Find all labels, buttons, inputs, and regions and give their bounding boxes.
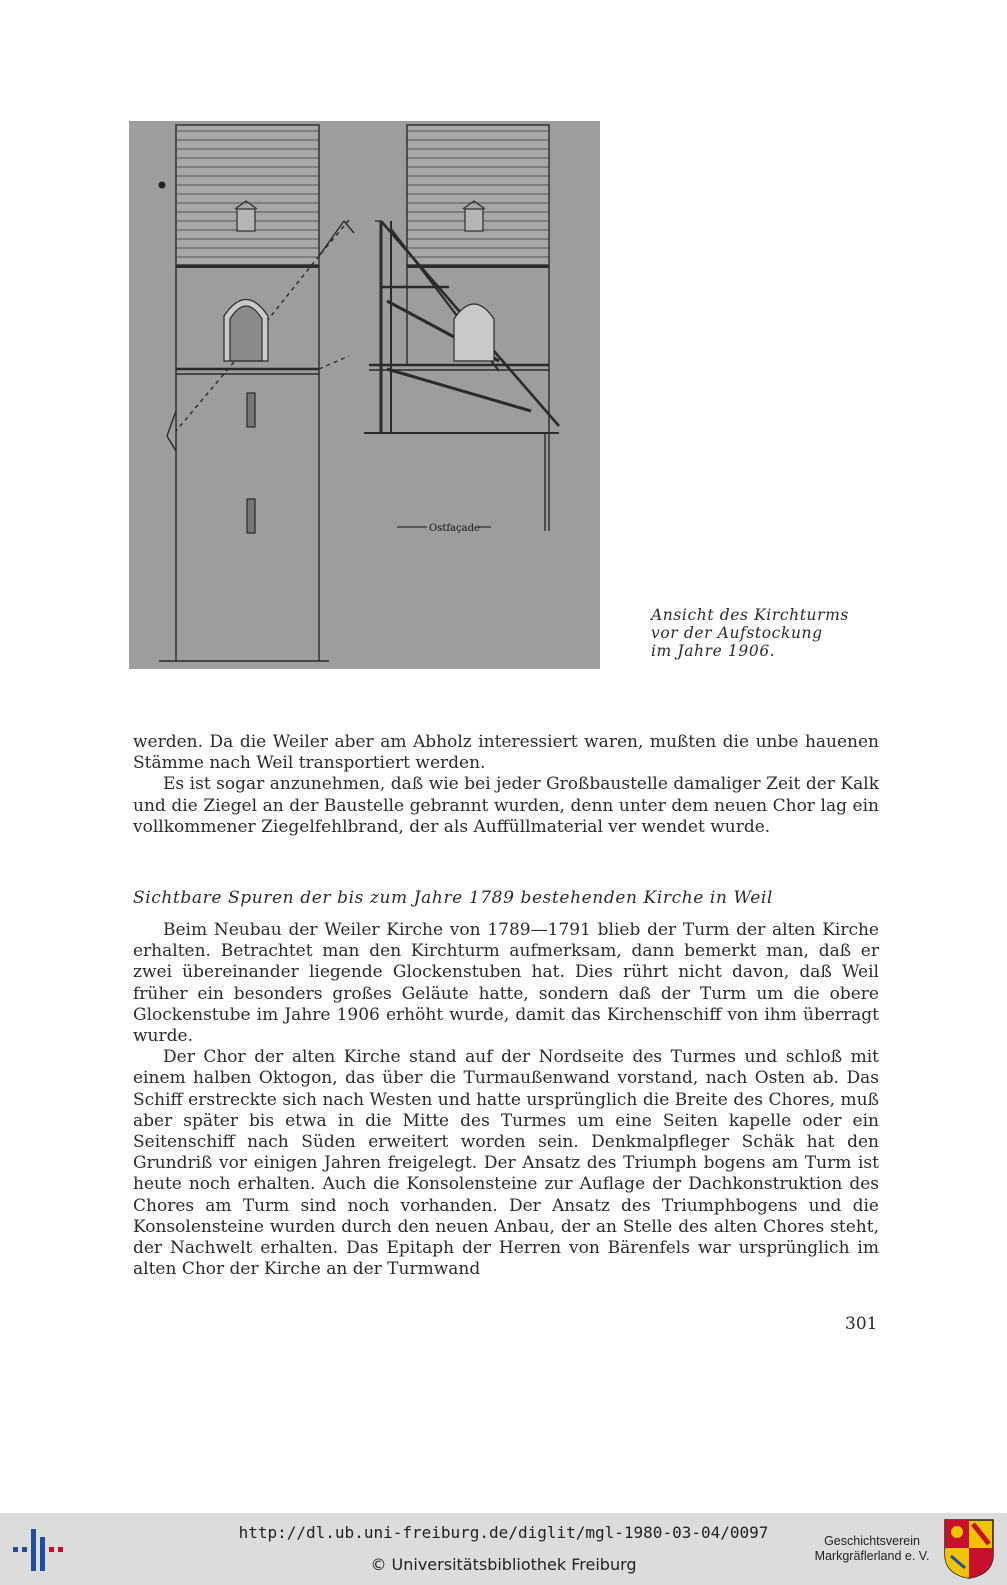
society-line: Markgräflerland e. V. xyxy=(814,1549,930,1563)
markgraeflerland-crest-icon xyxy=(943,1518,995,1580)
text-line: daß Weil früher ein besonders großes Geläute hatte, sondern daß der Turm um xyxy=(133,962,879,1004)
body-text-top xyxy=(133,732,879,838)
text-line: Es ist sogar anzunehmen, daß wie bei jeder Großbaustelle damaliger Zeit xyxy=(163,774,806,795)
drawing-label: Ostfaçade xyxy=(429,523,480,534)
text-line: der Kalk und die Ziegel an der Baustelle gebrannt wurden, denn unter dem xyxy=(133,774,880,816)
copyright-notice: © Universitätsbibliothek Freiburg xyxy=(370,1555,637,1574)
text-line: werden. Da die Weiler aber am Abholz interessiert waren, mußten die unbe xyxy=(133,732,799,752)
text-line: hauenen Stämme nach Weil transportiert werden. xyxy=(133,732,880,774)
paragraph xyxy=(133,732,879,774)
text-line: mit einem halben Oktogon, das über die Turmaußenwand vorstand, nach Osten xyxy=(133,1047,879,1089)
text-line: Chores, muß aber später bis etwa in die Mitte des Turmes um eine Seiten xyxy=(133,1089,879,1131)
text-line: Kirche erhalten. Betrachtet man den Kirchturm aufmerksam, dann bemerkt man, xyxy=(133,920,879,962)
text-line: bogens am Turm ist heute noch erhalten. Auch die Konsolensteine zur Auflage xyxy=(133,1153,879,1195)
page-number: 301 xyxy=(845,1314,878,1334)
society-line: Geschichtsverein xyxy=(824,1534,920,1548)
text-line: von Bärenfels war ursprünglich im alten Chor der Kirche an der Turmwand xyxy=(133,1238,879,1280)
caption-line: im Jahre 1906. xyxy=(651,642,776,660)
text-line: ab. Das Schiff erstreckte sich nach Westen und hatte ursprünglich die Breite des xyxy=(133,1068,879,1110)
caption-line: vor der Aufstockung xyxy=(651,624,823,642)
text-line: des Triumphbogens und die Konsolensteine wurden durch den neuen Anbau, der xyxy=(133,1195,879,1237)
text-line: Beim Neubau der Weiler Kirche von 1789—1791 blieb der Turm der alten xyxy=(163,920,823,940)
figure-caption xyxy=(651,606,861,660)
text-line: die obere Glockenstube im Jahre 1906 erhöht wurde, damit das Kirchenschiff xyxy=(133,983,879,1025)
text-line: kapelle oder ein Seitenschiff nach Süden erweitert worden sein. Denkmalpfleger xyxy=(133,1110,880,1153)
society-name xyxy=(812,1534,932,1564)
paragraph xyxy=(133,774,879,838)
section-heading: Sichtbare Spuren der bis zum Jahre 1789 bestehenden Kirche in Weil xyxy=(133,888,773,908)
paragraph xyxy=(133,1047,879,1280)
church-tower-drawing xyxy=(129,121,600,669)
text-line: Schäk hat den Grundriß vor einigen Jahren freigelegt. Der Ansatz des Triumph xyxy=(133,1132,879,1174)
text-line: Der Chor der alten Kirche stand auf der Nordseite des Turmes und schloß xyxy=(163,1047,851,1068)
text-line: von ihm überragt wurde. xyxy=(133,1004,879,1047)
text-line: wendet wurde. xyxy=(641,816,771,837)
document-url[interactable]: http://dl.ub.uni-freiburg.de/diglit/mgl-1980-03-04/0097 xyxy=(238,1523,769,1542)
caption-line: Ansicht des Kirchturms xyxy=(651,606,849,624)
footer-bar xyxy=(0,1513,1007,1585)
text-line: der Dachkonstruktion des Chores am Turm sind noch vorhanden. Der Ansatz xyxy=(133,1174,879,1216)
body-text-bottom xyxy=(133,920,879,1280)
paragraph xyxy=(133,920,879,1047)
text-line: daß er zwei übereinander liegende Glockenstuben hat. Dies rührt nicht davon, xyxy=(133,941,879,983)
text-line: neuen Chor lag ein vollkommener Ziegelfehlbrand, der als Auffüllmaterial ver xyxy=(133,795,879,837)
text-line: an Stelle des alten Chores steht, der Nachwelt erhalten. Das Epitaph der Herren xyxy=(133,1216,879,1259)
